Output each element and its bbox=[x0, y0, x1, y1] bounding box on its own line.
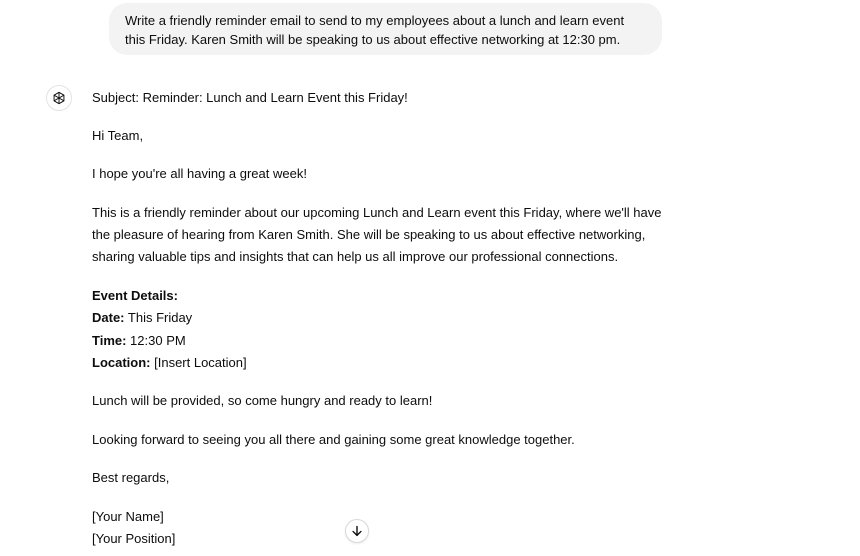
openai-logo-icon bbox=[51, 90, 67, 106]
sign-off: Best regards, bbox=[92, 470, 170, 485]
email-greeting: Hi Team, bbox=[92, 128, 144, 143]
event-date-line bbox=[92, 307, 192, 329]
arrow-down-icon bbox=[350, 524, 364, 538]
event-time-label: Time: bbox=[92, 333, 127, 348]
position-placeholder: [Your Position] bbox=[92, 531, 176, 546]
user-message-bubble bbox=[109, 3, 662, 55]
lunch-note: Lunch will be provided, so come hungry and ready to learn! bbox=[92, 393, 433, 408]
assistant-avatar bbox=[46, 85, 72, 111]
event-date-label: Date: bbox=[92, 310, 125, 325]
event-details-heading: Event Details: bbox=[92, 288, 178, 303]
event-date-value: This Friday bbox=[124, 310, 193, 325]
event-location-label: Location: bbox=[92, 355, 151, 370]
event-location-line bbox=[92, 352, 247, 374]
email-subject: Subject: Reminder: Lunch and Learn Event this Friday! bbox=[92, 90, 408, 105]
closing-note: Looking forward to seeing you all there and gaining some great knowledge together. bbox=[92, 432, 575, 447]
name-placeholder: [Your Name] bbox=[92, 509, 164, 524]
event-time-value: 12:30 PM bbox=[126, 333, 186, 348]
email-body-paragraph: This is a friendly reminder about our upcoming Lunch and Learn event this Friday, where we'll have the pleasure of hearing from Karen Smith. She will be speaking to us about effective networking, sharing valuable tips and insights that can help us all improve our professional connections. bbox=[92, 205, 662, 264]
email-intro: I hope you're all having a great week! bbox=[92, 166, 307, 181]
scroll-to-bottom-button[interactable] bbox=[345, 519, 369, 543]
user-message-text: Write a friendly reminder email to send to my employees about a lunch and learn event this Friday. Karen Smith will be speaking to us about effective networking at 12:30 pm. bbox=[125, 13, 625, 47]
event-time-line bbox=[92, 330, 186, 352]
event-location-value: [Insert Location] bbox=[150, 355, 247, 370]
